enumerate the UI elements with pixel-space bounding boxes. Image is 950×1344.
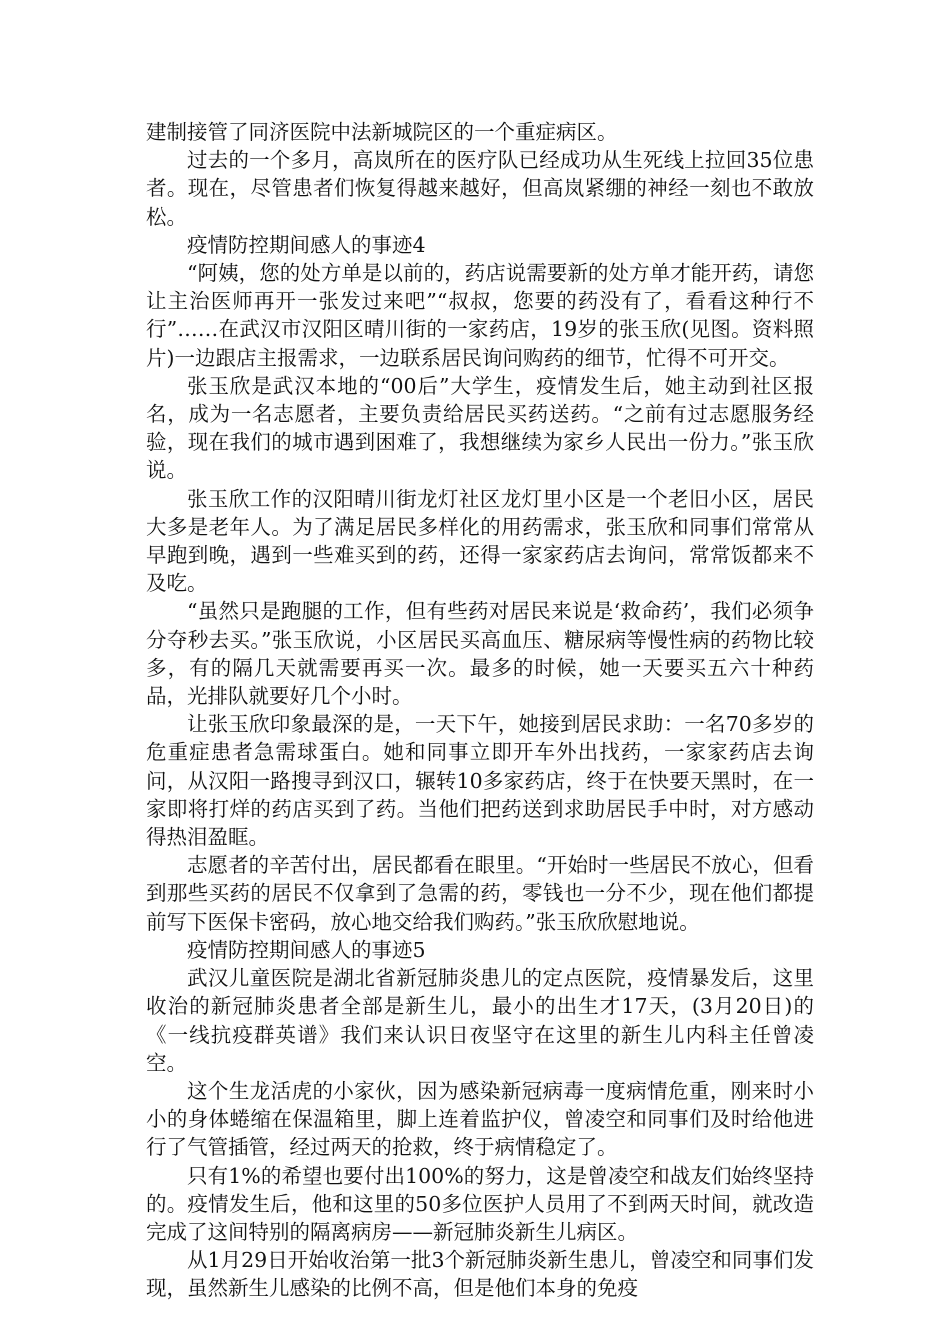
paragraph: 过去的一个多月，高岚所在的医疗队已经成功从生死线上拉回35位患者。现在，尽管患者们恢复得越来越好，但高岚紧绷的神经一刻也不敢放松。 (146, 148, 814, 229)
paragraph: “虽然只是跑腿的工作，但有些药对居民来说是‘救命药’，我们必须争分夺秒去买。”张玉欣说，小区居民买高血压、糖尿病等慢性病的药物比较多，有的隔几天就需要再买一次。最多的时候，她一天要买五六十种药品，光排队就要好几个小时。 (146, 599, 814, 709)
paragraph: 这个生龙活虎的小家伙，因为感染新冠病毒一度病情危重，刚来时小小的身体蜷缩在保温箱里，脚上连着监护仪，曾凌空和同事们及时给他进行了气管插管，经过两天的抢救，终于病情稳定了。 (146, 1078, 814, 1160)
section-heading: 疫情防控期间感人的事迹4 (187, 232, 426, 257)
section-heading: 疫情防控期间感人的事迹5 (187, 937, 426, 962)
paragraph: 让张玉欣印象最深的是，一天下午，她接到居民求助：一名70多岁的危重症患者急需球蛋白。她和同事立即开车外出找药，一家家药店去询问，从汉阳一路搜寻到汉口，辗转10多家药店，终于在快要天黑时，在一家即将打烊的药店买到了药。当他们把药送到求助居民手中时，对方感动得热泪盈眶。 (146, 712, 814, 850)
paragraph: 武汉儿童医院是湖北省新冠肺炎患儿的定点医院，疫情暴发后，这里收治的新冠肺炎患者全部是新生儿，最小的出生才17天，(3月20日)的《一线抗疫群英谱》我们来认识日夜坚守在这里的新生儿内科主任曾凌空。 (146, 966, 814, 1075)
paragraph: 张玉欣工作的汉阳晴川街龙灯社区龙灯里小区是一个老旧小区，居民大多是老年人。为了满足居民多样化的用药需求，张玉欣和同事们常常从早跑到晚，遇到一些难买到的药，还得一家家药店去询问，常常饭都来不及吃。 (146, 486, 814, 596)
document-body (146, 118, 814, 1303)
paragraph: 建制接管了同济医院中法新城院区的一个重症病区。 (146, 120, 618, 144)
paragraph: 张玉欣是武汉本地的“00后”大学生，疫情发生后，她主动到社区报名，成为一名志愿者，主要负责给居民买药送药。“之前有过志愿服务经验，现在我们的城市遇到困难了，我想继续为家乡人民出一份力。”张玉欣说。 (146, 373, 814, 483)
paragraph: 志愿者的辛苦付出，居民都看在眼里。“开始时一些居民不放心，但看到那些买药的居民不仅拿到了急需的药，零钱也一分不少，现在他们都提前写下医保卡密码，放心地交给我们购药。”张玉欣欣慰地说。 (146, 853, 814, 934)
paragraph: 从1月29日开始收治第一批3个新冠肺炎新生患儿，曾凌空和同事们发现，虽然新生儿感染的比例不高，但是他们本身的免疫 (146, 1248, 814, 1301)
paragraph: 只有1%的希望也要付出100%的努力，这是曾凌空和战友们始终坚持的。疫情发生后，他和这里的50多位医护人员用了不到两天时间，就改造完成了这间特别的隔离病房——新冠肺炎新生儿病区。 (146, 1163, 814, 1244)
paragraph: “阿姨，您的处方单是以前的，药店说需要新的处方单才能开药，请您让主治医师再开一张发过来吧”“叔叔，您要的药没有了，看看这种行不行”……在武汉市汉阳区晴川街的一家药店，19岁的张玉欣(见图。资料照片)一边跟店主报需求，一边联系居民询问购药的细节，忙得不可开交。 (146, 261, 814, 370)
